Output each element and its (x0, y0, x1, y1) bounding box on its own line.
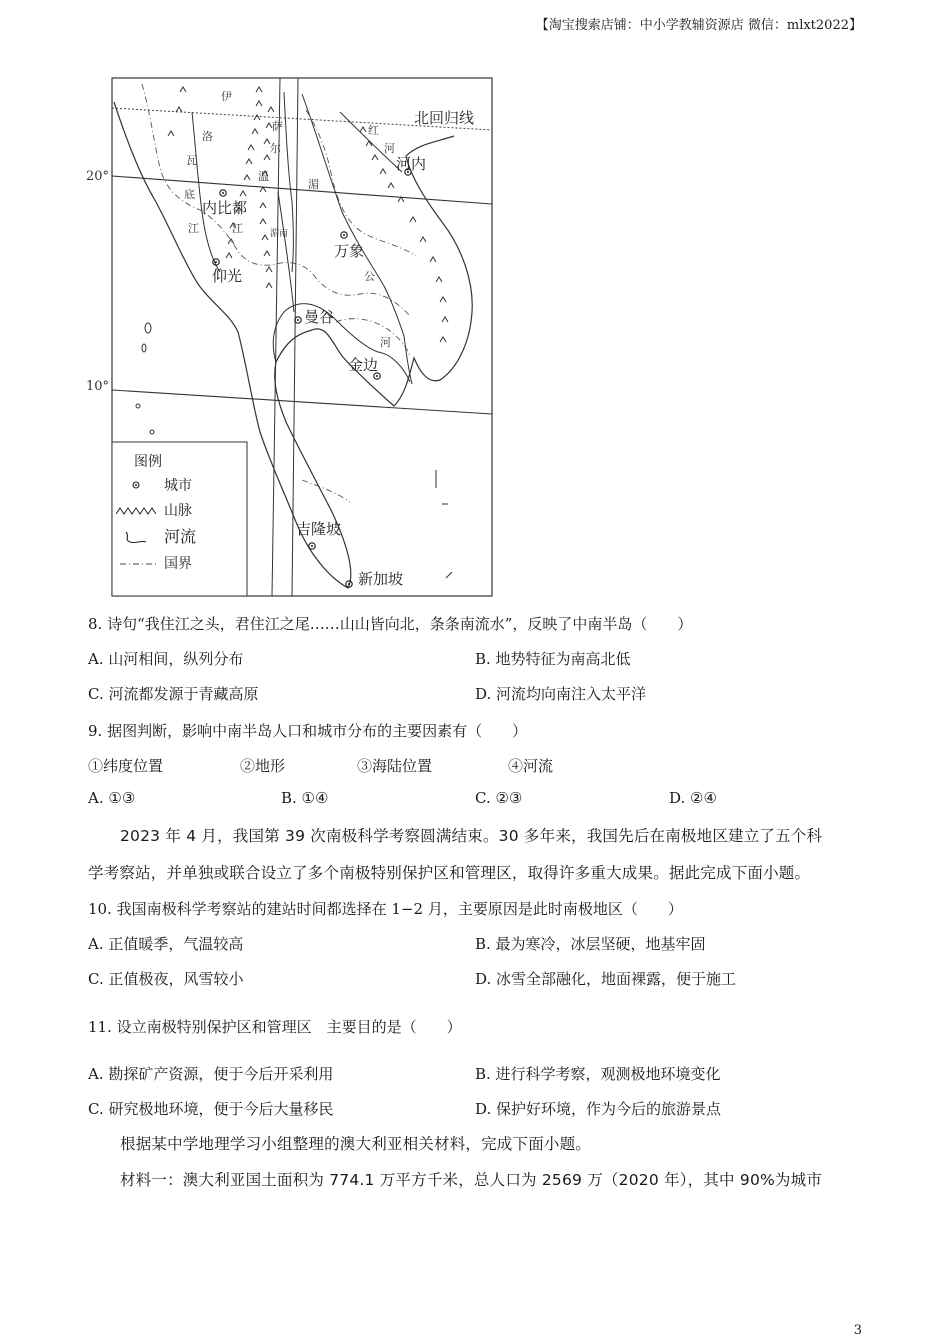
q8-option-d[interactable]: D. 河流均向南注入太平洋 (475, 685, 647, 703)
lat-10-line (112, 390, 492, 414)
map-legend (112, 442, 247, 596)
q9-factor-1: ①纬度位置 (88, 757, 164, 775)
q10-option-b[interactable]: B. 最为寒冷，冰层坚硬，地基牢固 (475, 935, 706, 953)
tropic-label: 北回归线 (414, 109, 475, 127)
chaophraya-river (278, 192, 294, 312)
city-kualalumpur: 吉隆坡 (296, 520, 342, 538)
legend-label-river: 河流 (164, 527, 197, 546)
q9-factor-3: ③海陆位置 (357, 757, 433, 775)
passage1-line1: 2023 年 4 月，我国第 39 次南极科学考察圆满结束。30 多年来，我国先后在南极地区建立了五个科 (120, 827, 823, 845)
city-bangkok: 曼谷 (304, 308, 335, 326)
q11-option-a[interactable]: A. 勘探矿产资源，便于今后开采利用 (88, 1065, 334, 1083)
river-char: 江 (188, 222, 199, 235)
city-singapore: 新加坡 (358, 570, 404, 588)
indochina-map (80, 72, 500, 602)
river-char: 尔 (270, 142, 281, 155)
lat-20-label: 20° (86, 169, 110, 184)
city-vientiane: 万象 (334, 242, 365, 260)
q8-option-c[interactable]: C. 河流都发源于青藏高原 (88, 685, 259, 703)
river-char: 温 (258, 170, 269, 183)
q8-stem: 8. 诗句“我住江之头，君住江之尾……山山皆向北，条条南流水”，反映了中南半岛（ ） (88, 615, 693, 633)
q8-option-a[interactable]: A. 山河相间，纵列分布 (88, 650, 244, 668)
q11-option-b[interactable]: B. 进行科学考察，观测极地环境变化 (475, 1065, 721, 1083)
q10-option-a[interactable]: A. 正值暖季，气温较高 (88, 935, 244, 953)
river-char: 萨 (272, 120, 283, 133)
q10-option-c[interactable]: C. 正值极夜，风雪较小 (88, 970, 244, 988)
river-char: 洛 (202, 130, 213, 143)
river-char: 底 (184, 188, 195, 201)
mekong-river (302, 94, 412, 384)
q10-stem: 10. 我国南极科学考察站的建站时间都选择在 1−2 月，主要原因是此时南极地区（ ） (88, 900, 683, 918)
legend-title: 图例 (134, 454, 162, 470)
page-header: 【淘宝搜索店铺：中小学教辅资源店 微信：mlxt2022】 (535, 18, 862, 33)
q9-option-c[interactable]: C. ②③ (475, 789, 523, 807)
city-phnompenh: 金边 (348, 356, 379, 374)
river-chaophraya-label: 湄南 (270, 229, 289, 239)
legend-label-city: 城市 (164, 478, 192, 494)
q11-option-c[interactable]: C. 研究极地环境，便于今后大量移民 (88, 1100, 334, 1118)
river-char: 伊 (221, 90, 232, 103)
river-char: 湄 (308, 178, 319, 191)
city-naypyidaw: 内比都 (202, 199, 248, 217)
legend-label-border: 国界 (164, 556, 192, 572)
q9-option-d[interactable]: D. ②④ (669, 789, 717, 807)
city-yangon: 仰光 (212, 267, 243, 285)
passage2-line2: 材料一：澳大利亚国土面积为 774.1 万平方千米，总人口为 2569 万（2020 年），其中 90%为城市 (120, 1171, 823, 1189)
q9-option-b[interactable]: B. ①④ (281, 789, 329, 807)
q9-factor-2: ②地形 (240, 757, 286, 775)
border-line (302, 480, 350, 502)
river-char: 江 (232, 222, 243, 235)
river-char: 河 (380, 336, 391, 349)
q11-stem: 11. 设立南极特别保护区和管理区 主要目的是（ ） (88, 1018, 462, 1036)
lat-10-label: 10° (86, 379, 110, 394)
passage1-line2: 学考察站，并单独或联合设立了多个南极特别保护区和管理区，取得许多重大成果。据此完成下面小题。 (88, 864, 811, 882)
q9-option-a[interactable]: A. ①③ (88, 789, 136, 807)
q11-option-d[interactable]: D. 保护好环境，作为今后的旅游景点 (475, 1100, 722, 1118)
river-char: 瓦 (186, 154, 197, 167)
q9-stem: 9. 据图判断，影响中南半岛人口和城市分布的主要因素有（ ） (88, 722, 528, 740)
legend-label-mountain: 山脉 (164, 503, 192, 519)
passage2-line1: 根据某中学地理学习小组整理的澳大利亚相关材料，完成下面小题。 (120, 1135, 592, 1153)
border-line (306, 110, 416, 256)
city-hanoi: 河内 (396, 155, 427, 173)
q8-option-b[interactable]: B. 地势特征为南高北低 (475, 650, 631, 668)
q9-factor-4: ④河流 (508, 757, 554, 775)
lat-20-line (112, 176, 492, 204)
river-char: 河 (384, 142, 395, 155)
river-char: 红 (368, 124, 379, 137)
q10-option-d[interactable]: D. 冰雪全部融化，地面裸露，便于施工 (475, 970, 737, 988)
river-char: 公 (364, 270, 375, 283)
page-number: 3 (853, 1323, 862, 1338)
